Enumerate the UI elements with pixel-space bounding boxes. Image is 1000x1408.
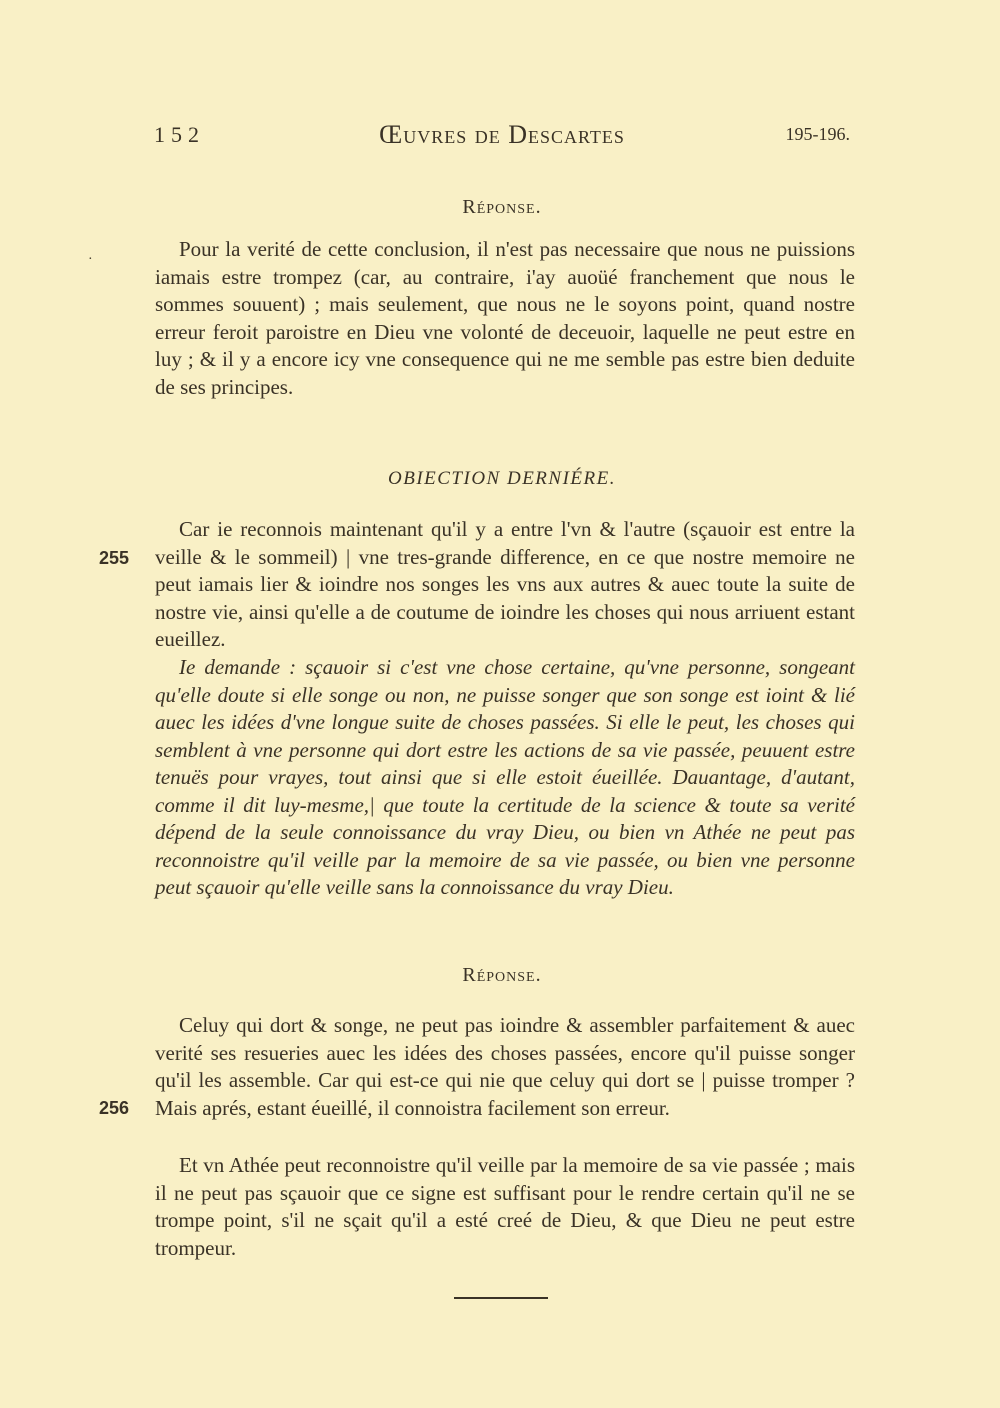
page-range: 195-196. [785, 124, 850, 144]
margin-note-256: 256 [99, 1098, 130, 1118]
margin-note-255: 255 [99, 548, 130, 568]
objection-heading: OBIECTION DERNIÉRE. [388, 468, 616, 489]
response-heading-2: Réponse. [462, 964, 542, 986]
objection-paragraph-2: Ie demande : sçauoir si c'est vne chose certaine, qu'vne personne, songeant qu'elle doute si elle songe ou non, ne puisse songer que son songe est ioint & lié auec les idées d'vne longue suite de choses passées. Si elle le peut, les choses qui semblent à vne personne qui dort estre les actions de sa vie passée, peuuent estre tenuës pour vrayes, tout ainsi que si elle estoit éueillée. Dauantage, d'autant, comme il dit luy-mesme,| que toute la certitude de la science & toute sa verité dépend de la seule connoissance du vray Dieu, ou bien vn Athée ne peut pas reconnoistre qu'il veille par la memoire de sa vie passée, ou bien vne personne peut sçauoir qu'elle veille sans la connoissance du vray Dieu. [155, 655, 855, 899]
objection-paragraph-1: Car ie reconnois maintenant qu'il y a entre l'vn & l'autre (sçauoir est entre la veille & le sommeil) | vne tres-grande difference, en ce que nostre memoire ne peut iamais lier & ioindre nos songes les vns aux autres & auec toute la suite de nostre vie, ainsi qu'elle a de coutume de ioindre les choses qui nous arriuent estant eueillez. [155, 517, 855, 651]
page-header [152, 118, 852, 158]
response-heading-1: Réponse. [462, 196, 542, 218]
response-paragraph-2: Celuy qui dort & songe, ne peut pas ioindre & assembler parfaitement & auec verité ses resueries auec les idées des choses passées, encore qu'il puisse songer qu'il les assemble. Car qui est-ce qui nie que celuy qui dort se | puisse tromper ? Mais aprés, estant éueillé, il connoistra facilement son erreur. [155, 1013, 855, 1120]
running-title: Œuvres de Descartes [379, 120, 625, 149]
page-number: 152 [154, 122, 205, 147]
response-paragraph-1: Pour la verité de cette conclusion, il n'est pas necessaire que nous ne puissions iamais estre trompez (car, au contraire, i'ay auoüé franchement que nous le sommes souuent) ; mais seulement, que nous ne le soyons point, quand nostre erreur feroit paroistre en Dieu vne volonté de deceuoir, laquelle ne peut estre en luy ; & il y a encore icy vne consequence qui ne me semble pas estre bien deduite de ses principes. [155, 237, 855, 399]
end-rule [454, 1297, 548, 1299]
margin-dot: · [88, 252, 93, 267]
response-paragraph-3: Et vn Athée peut reconnoistre qu'il veille par la memoire de sa vie passée ; mais il ne peut pas sçauoir que ce signe est suffisant pour le rendre certain qu'il ne se trompe point, s'il ne sçait qu'il a esté creé de Dieu, & que Dieu ne peut estre trompeur. [155, 1153, 855, 1260]
